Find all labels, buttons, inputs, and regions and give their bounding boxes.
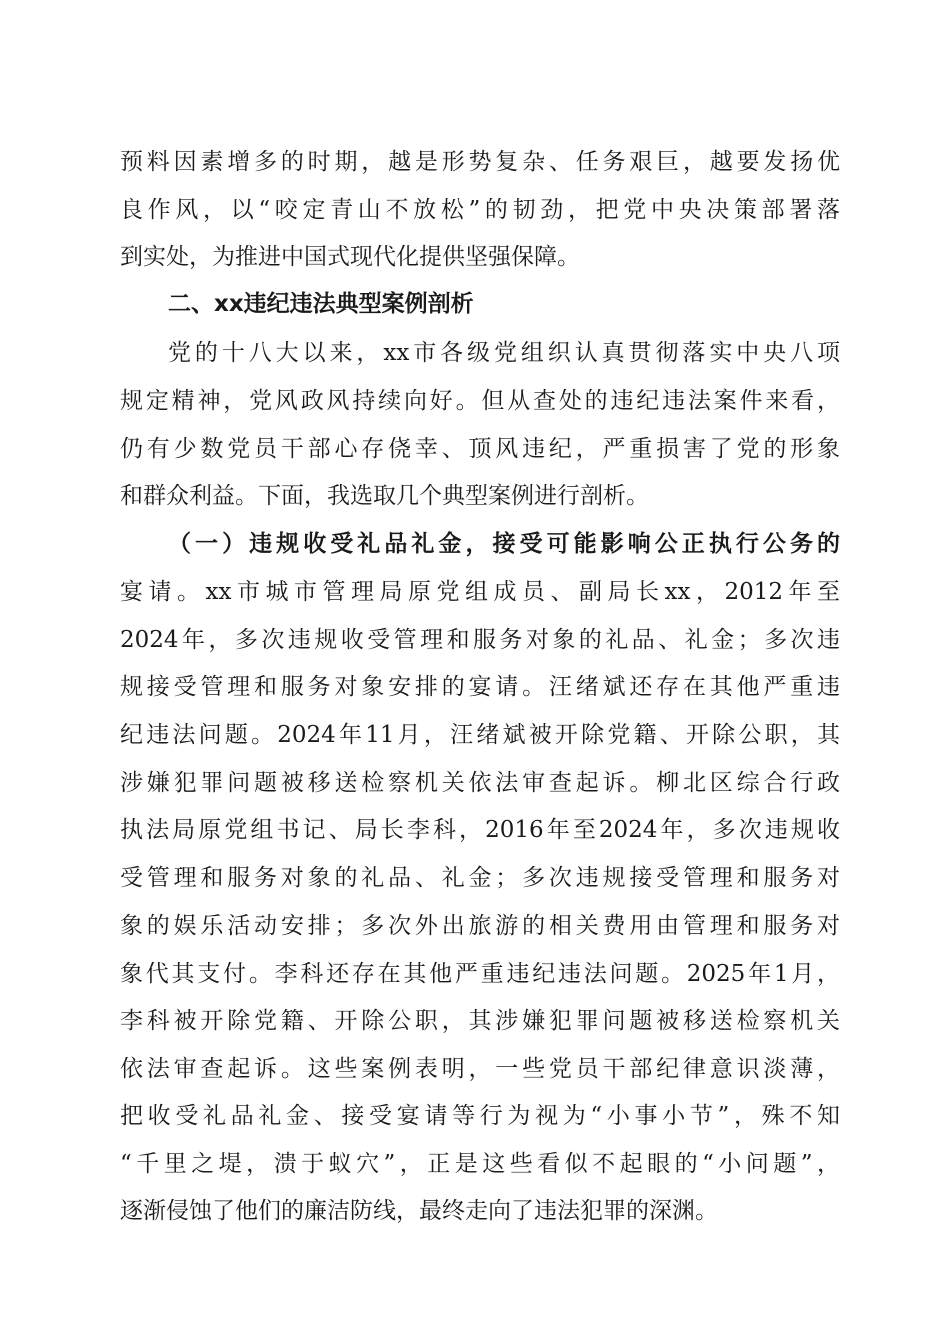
paragraph-3-line-2: 宴请。xx市城市管理局原党组成员、副局长xx，2012年至 (120, 579, 840, 605)
paragraph-3-line-14: “千里之堤，溃于蚁穴”，正是这些看似不起眼的“小问题”， (120, 1151, 840, 1177)
paragraph-2-line-1: 党的十八大以来，xx市各级党组织认真贯彻落实中央八项 (168, 340, 840, 366)
paragraph-1-line-3: 到实处，为推进中国式现代化提供坚强保障。 (120, 244, 580, 270)
paragraph-1-line-1: 预料因素增多的时期，越是形势复杂、任务艰巨，越要发扬优 (120, 149, 840, 175)
paragraph-3-line-11: 李科被开除党籍、开除公职，其涉嫌犯罪问题被移送检察机关 (120, 1008, 840, 1034)
paragraph-3-line-9: 象的娱乐活动安排；多次外出旅游的相关费用由管理和服务对 (120, 913, 840, 939)
paragraph-3-line-10: 象代其支付。李科还存在其他严重违纪违法问题。2025年1月， (120, 961, 840, 987)
paragraph-3-line-12: 依法审查起诉。这些案例表明，一些党员干部纪律意识淡薄， (120, 1056, 840, 1082)
paragraph-3-line-5: 纪违法问题。2024年11月，汪绪斌被开除党籍、开除公职，其 (120, 722, 840, 748)
paragraph-3-line-15: 逐渐侵蚀了他们的廉洁防线，最终走向了违法犯罪的深渊。 (120, 1198, 718, 1224)
paragraph-3-line-4: 规接受管理和服务对象安排的宴请。汪绪斌还存在其他严重违 (120, 674, 840, 700)
paragraph-2-line-2: 规定精神，党风政风持续向好。但从查处的违纪违法案件来看， (120, 388, 840, 414)
section-heading-2: 二、xx违纪违法典型案例剖析 (168, 291, 474, 317)
paragraph-2-line-4: 和群众利益。下面，我选取几个典型案例进行剖析。 (120, 483, 649, 509)
paragraph-2-line-3: 仍有少数党员干部心存侥幸、顶风违纪，严重损害了党的形象 (120, 436, 840, 462)
paragraph-3-line-1: （一）违规收受礼品礼金，接受可能影响公正执行公务的 (168, 530, 840, 557)
paragraph-3-line-7: 执法局原党组书记、局长李科，2016年至2024年，多次违规收 (120, 817, 840, 843)
paragraph-3-line-3: 2024年，多次违规收受管理和服务对象的礼品、礼金；多次违 (120, 627, 840, 653)
paragraph-3-line-8: 受管理和服务对象的礼品、礼金；多次违规接受管理和服务对 (120, 865, 840, 891)
paragraph-3-line-13: 把收受礼品礼金、接受宴请等行为视为“小事小节”，殊不知 (120, 1103, 840, 1129)
paragraph-1-line-2: 良作风，以“咬定青山不放松”的韧劲，把党中央决策部署落 (120, 197, 840, 223)
paragraph-3-line-6: 涉嫌犯罪问题被移送检察机关依法审查起诉。柳北区综合行政 (120, 770, 840, 796)
